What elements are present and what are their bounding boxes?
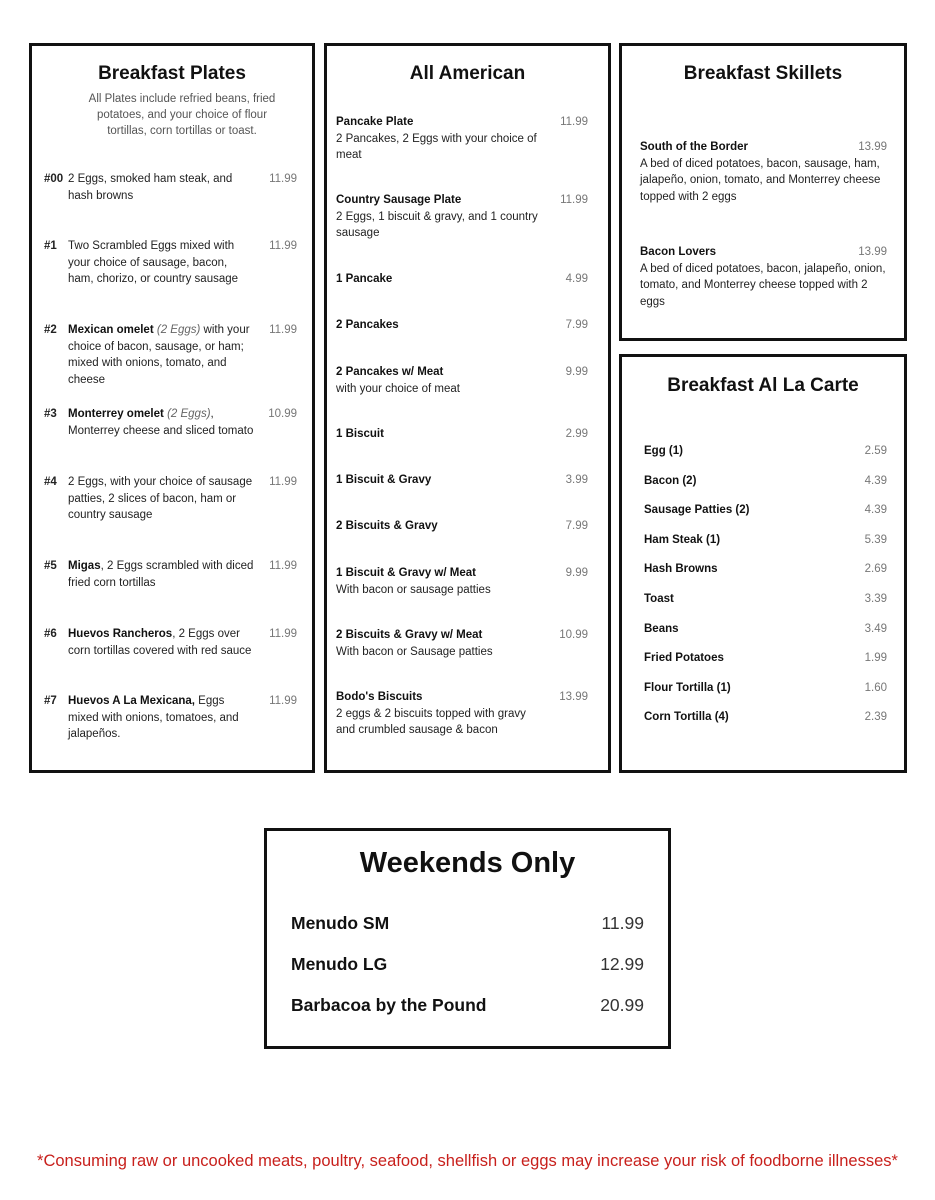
plate-description [68,693,255,743]
a-la-carte-item [644,650,887,667]
a-la-carte-item [644,443,887,460]
american-item [336,114,588,164]
a-la-carte-item-name: Sausage Patties (2) [644,504,750,517]
a-la-carte-item-price: 5.39 [864,533,887,546]
american-item [336,426,588,443]
american-item-name: 2 Pancakes w/ Meat [336,366,444,378]
plate-number: #7 [44,695,57,707]
plate-item [44,558,297,610]
american-item-price: 11.99 [560,116,588,128]
al-la-carte-title: Breakfast Al La Carte [667,375,859,396]
breakfast-plates-section [29,43,315,773]
american-item-text [336,627,588,660]
american-item [336,689,588,739]
a-la-carte-item [644,680,887,697]
weekend-item [291,913,644,939]
plate-name: Migas [68,560,101,572]
american-item-price: 3.99 [565,474,588,486]
breakfast-skillets-section [619,43,907,341]
plate-price: 11.99 [269,695,297,707]
american-item-price: 9.99 [565,567,588,579]
skillet-item-desc: A bed of diced potatoes, bacon, jalapeño, onion, tomato, and Monterrey cheese topped with 2 eggs [640,262,886,308]
skillet-item [640,244,887,310]
a-la-carte-item-price: 4.39 [864,474,887,487]
american-item-name: 1 Biscuit & Gravy w/ Meat [336,567,476,579]
plate-price: 11.99 [269,560,297,572]
plate-item [44,626,297,678]
plate-price: 11.99 [269,173,297,185]
american-item [336,364,588,397]
american-item-price: 4.99 [565,273,588,285]
breakfast-plates-note: All Plates include refried beans, fried potatoes, and your choice of flour tortillas, corn tortillas or toast. [88,93,276,137]
a-la-carte-item-name: Hash Browns [644,563,718,576]
american-item [336,271,588,288]
skillet-item-desc: A bed of diced potatoes, bacon, sausage, ham, jalapeño, onion, tomato, and Monterrey cheese topped with 2 eggs [640,157,881,203]
american-item-text [336,192,588,242]
american-item-desc: 2 eggs & 2 biscuits topped with gravy and crumbled sausage & bacon [336,707,526,736]
plate-price: 11.99 [269,324,297,336]
weekend-item-price: 11.99 [601,913,644,933]
american-item-desc: With bacon or sausage patties [336,583,491,596]
plate-description [68,171,255,204]
a-la-carte-item [644,709,887,726]
food-safety-disclaimer: *Consuming raw or uncooked meats, poultry, seafood, shellfish or eggs may increase your risk of foodborne illnesses* [37,1152,898,1170]
skillet-item-text [640,244,887,310]
skillet-item-text [640,139,887,205]
a-la-carte-item-price: 1.60 [864,681,887,694]
a-la-carte-item-name: Beans [644,622,679,635]
weekend-item [291,995,644,1021]
american-item-text [336,472,588,489]
plate-desc-text: 2 Eggs, with your choice of sausage patties, 2 slices of bacon, ham or country sausage [68,476,253,521]
plate-desc-text: Eggs mixed with onions, tomatoes, and jalapeños. [68,695,239,740]
american-item-name: 1 Biscuit [336,428,384,440]
plate-desc-text: 2 Eggs, smoked ham steak, and hash browns [68,173,233,202]
american-item-name: Country Sausage Plate [336,194,462,206]
plate-price: 11.99 [269,628,297,640]
a-la-carte-item-price: 1.99 [864,652,887,665]
plate-name: Huevos Rancheros [68,628,173,640]
skillet-item-price: 13.99 [858,246,887,258]
american-item-name: Pancake Plate [336,116,414,128]
american-item [336,317,588,334]
a-la-carte-item-name: Bacon (2) [644,474,697,487]
plate-name: Mexican omelet [68,324,154,336]
american-item-name: 2 Biscuits & Gravy w/ Meat [336,629,483,641]
american-item-price: 11.99 [560,194,588,206]
all-american-section [324,43,611,773]
weekends-only-section [264,828,671,1049]
plate-item [44,171,297,223]
breakfast-plates-title: Breakfast Plates [98,63,246,84]
a-la-carte-item [644,621,887,638]
american-item-price: 7.99 [565,319,588,331]
weekend-item [291,954,644,980]
skillet-item-name: South of the Border [640,141,748,153]
american-item-desc: With bacon or Sausage patties [336,645,493,658]
a-la-carte-item-name: Ham Steak (1) [644,533,721,546]
a-la-carte-item-name: Flour Tortilla (1) [644,681,731,694]
plate-number: #4 [44,476,57,488]
a-la-carte-item [644,502,887,519]
american-item [336,518,588,535]
a-la-carte-item-price: 2.59 [864,445,887,457]
american-item-text [336,689,588,739]
a-la-carte-item [644,532,887,549]
american-item [336,192,588,242]
plate-number: #2 [44,324,57,336]
american-item-desc: 2 Pancakes, 2 Eggs with your choice of meat [336,132,537,161]
a-la-carte-item-name: Egg (1) [644,445,683,457]
a-la-carte-item-name: Corn Tortilla (4) [644,711,729,724]
a-la-carte-item-price: 4.39 [864,504,887,517]
plate-desc-text: , Monterrey cheese and sliced tomato [68,408,254,437]
skillet-item [640,139,887,205]
weekend-item-price: 20.99 [600,995,644,1015]
american-item-name: 2 Biscuits & Gravy [336,520,438,532]
plate-description [68,406,255,439]
plate-egg-count: (2 Eggs) [167,408,211,420]
american-item-name: 1 Biscuit & Gravy [336,474,432,486]
all-american-title: All American [409,63,526,84]
plate-description [68,474,255,524]
american-item-text [336,364,588,397]
american-item-name: 2 Pancakes [336,319,399,331]
plate-number: #6 [44,628,57,640]
plate-item [44,693,297,745]
plate-description [68,626,255,659]
american-item-desc: 2 Eggs, 1 biscuit & gravy, and 1 country sausage [336,210,538,239]
american-item-desc: with your choice of meat [336,382,461,395]
american-item-name: 1 Pancake [336,273,393,285]
american-item-text [336,271,588,288]
american-item-price: 7.99 [565,520,588,532]
plate-egg-count: (2 Eggs) [156,324,201,336]
plate-item [44,238,297,290]
weekend-item-price: 12.99 [600,954,644,974]
plate-item [44,474,297,526]
american-item-price: 13.99 [559,691,588,703]
plate-item [44,322,297,386]
american-item-price: 10.99 [559,629,588,641]
plate-price: 10.99 [268,408,297,420]
plate-price: 11.99 [269,476,297,488]
plate-number: #00 [44,173,64,185]
american-item-price: 2.99 [565,428,588,440]
american-item-text [336,518,588,535]
american-item [336,565,588,598]
plate-price: 11.99 [269,240,297,252]
american-item-text [336,317,588,334]
a-la-carte-item [644,473,887,490]
plate-description [68,322,255,388]
a-la-carte-item-name: Fried Potatoes [644,652,724,665]
plate-desc-text: , 2 Eggs over corn tortillas covered with red sauce [68,628,252,657]
weekend-item-name: Barbacoa by the Pound [291,995,487,1015]
american-item-name: Bodo's Biscuits [336,691,423,703]
weekend-item-name: Menudo LG [291,954,388,974]
american-item-text [336,565,588,598]
weekends-only-title: Weekends Only [359,847,576,879]
plate-desc-text: Two Scrambled Eggs mixed with your choice of sausage, bacon, ham, chorizo, or country sausage [68,240,239,285]
american-item-price: 9.99 [565,366,588,378]
al-la-carte-section [619,354,907,773]
plate-number: #1 [44,240,57,252]
skillet-item-name: Bacon Lovers [640,246,717,258]
plate-desc-text: , 2 Eggs scrambled with diced fried corn tortillas [68,560,254,589]
skillet-item-price: 13.99 [858,141,887,153]
weekend-item-name: Menudo SM [291,913,390,933]
a-la-carte-item-name: Toast [644,593,674,605]
plate-name: Huevos A La Mexicana, [68,695,195,707]
breakfast-skillets-title: Breakfast Skillets [683,63,843,84]
american-item-text [336,426,588,443]
a-la-carte-item-price: 2.39 [864,711,887,724]
plate-desc-text: with your choice of bacon, sausage, or ham; mixed with onions, tomato, and cheese [68,324,250,386]
plate-description [68,238,255,288]
american-item-text [336,114,588,164]
american-item [336,472,588,489]
a-la-carte-item-price: 2.69 [864,563,887,576]
a-la-carte-item [644,561,887,578]
plate-item [44,406,297,458]
plate-number: #3 [44,408,57,420]
a-la-carte-item-price: 3.49 [864,622,887,635]
plate-number: #5 [44,560,57,572]
a-la-carte-item [644,591,887,608]
american-item [336,627,588,660]
a-la-carte-item-price: 3.39 [864,593,887,605]
plate-description [68,558,255,591]
plate-name: Monterrey omelet [68,408,164,420]
